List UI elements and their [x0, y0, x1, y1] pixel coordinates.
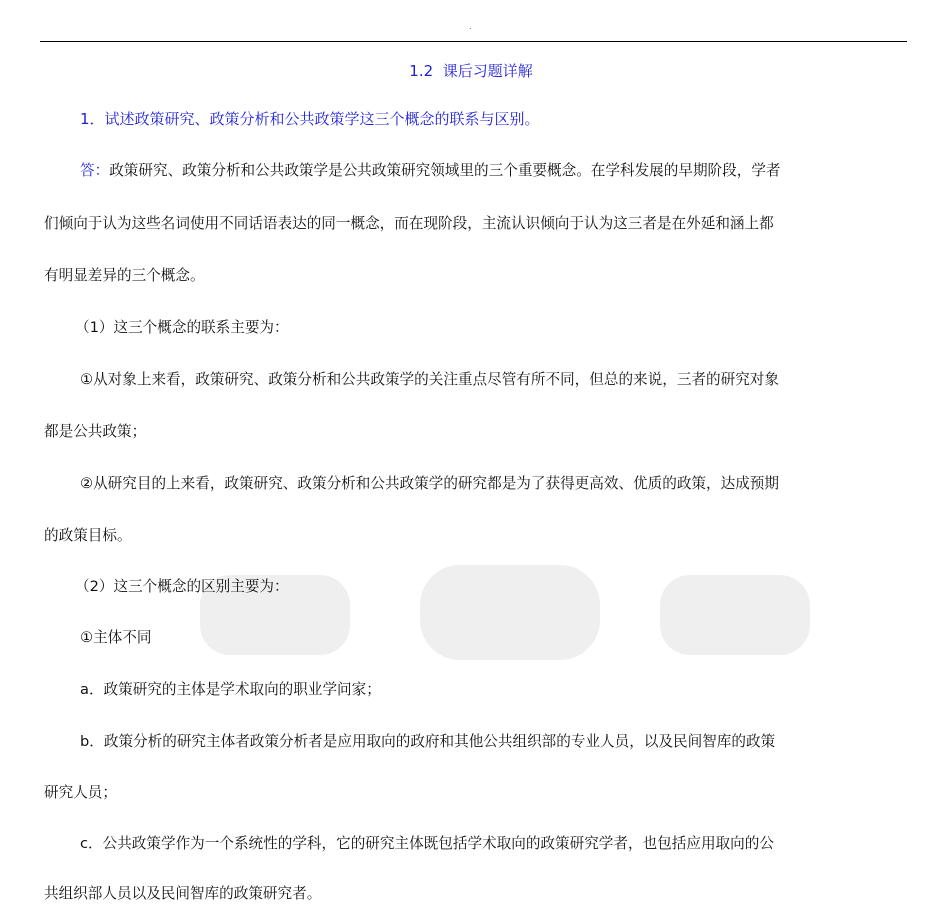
part2-c-line-1: c．公共政策学作为一个系统性的学科，它的研究主体既包括学术取向的政策研究学者，也包括应用取向的公 — [80, 835, 774, 852]
part2-b-line-1: b．政策分析的研究主体者政策分析者是应用取向的政府和其他公共组织部的专业人员，以及民间智库的政策 — [80, 733, 776, 750]
part1-heading: （1）这三个概念的联系主要为： — [75, 319, 289, 336]
header-dot: . — [469, 22, 472, 31]
part2-c-line-2: 共组织部人员以及民间智库的政策研究者。 — [44, 885, 322, 902]
part2-a: a．政策研究的主体是学术取向的职业学问家； — [80, 681, 381, 698]
part1-item1-line-1: ①从对象上来看，政策研究、政策分析和公共政策学的关注重点尽管有所不同，但总的来说，三者的研究对象 — [80, 371, 779, 388]
part2-heading: （2）这三个概念的区别主要为： — [75, 578, 289, 595]
answer-intro-text-1: 政策研究、政策分析和公共政策学是公共政策研究领域里的三个重要概念。在学科发展的早期阶段，学者 — [109, 162, 781, 179]
header-rule — [40, 41, 907, 42]
part1-item2-line-1: ②从研究目的上来看，政策研究、政策分析和公共政策学的研究都是为了获得更高效、优质的政策，达成预期 — [80, 475, 779, 492]
part1-item2-line-2: 的政策目标。 — [44, 527, 132, 544]
part2-item1: ①主体不同 — [80, 629, 152, 646]
part2-b-line-2: 研究人员； — [44, 784, 117, 801]
part1-item1-line-2: 都是公共政策； — [44, 423, 147, 440]
answer-intro-line-2: 们倾向于认为这些名词使用不同话语表达的同一概念，而在现阶段，主流认识倾向于认为这三者是在外延和涵上都 — [44, 215, 774, 232]
question-text: 1．试述政策研究、政策分析和公共政策学这三个概念的联系与区别。 — [80, 110, 540, 128]
answer-intro-line-1 — [80, 161, 781, 181]
answer-label: 答： — [80, 162, 110, 179]
watermark-graphic — [190, 555, 830, 670]
section-title: 1.2 课后习题详解 — [409, 62, 533, 80]
answer-intro-line-3: 有明显差异的三个概念。 — [44, 267, 205, 284]
